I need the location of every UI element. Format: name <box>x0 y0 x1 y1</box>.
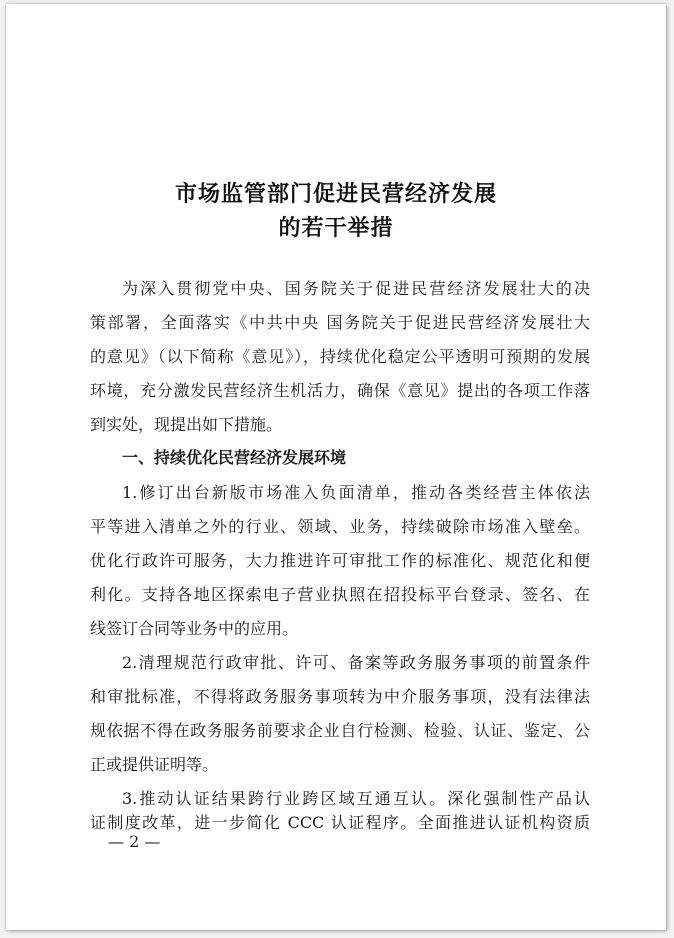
item-1-line: 平等进入清单之外的行业、领域、业务，持续破除市场准入壁垒。 <box>90 517 590 536</box>
item-2-line: 规依据不得在政务服务前要求企业自行检测、检验、认证、鉴定、公 <box>90 721 590 740</box>
intro-line: 到实处，现提出如下措施。 <box>90 415 283 434</box>
item-2-line: 和审批标准，不得将政务服务事项转为中介服务事项，没有法律法 <box>90 687 590 706</box>
item-1-line: 利化。支持各地区探索电子营业执照在招投标平台登录、签名、在 <box>90 585 590 604</box>
item-3-line: 3.推动认证结果跨行业跨区域互通互认。深化强制性产品认 <box>122 789 590 808</box>
intro-line: 策部署，全面落实《中共中央 国务院关于促进民营经济发展壮大 <box>90 313 590 332</box>
intro-line: 环境，充分激发民营经济生机活力，确保《意见》提出的各项工作落 <box>90 381 590 400</box>
page-number: — 2 — <box>108 832 161 851</box>
document-title-line-2: 的若干举措 <box>278 216 394 241</box>
intro-line: 为深入贯彻党中央、国务院关于促进民营经济发展壮大的决 <box>122 279 590 298</box>
intro-line: 的意见》（以下简称《意见》），持续优化稳定公平透明可预期的发展 <box>90 347 590 366</box>
item-2-line: 正或提供证明等。 <box>90 755 219 774</box>
section-heading: 一、持续优化民营经济发展环境 <box>122 448 347 467</box>
document-page <box>6 4 666 930</box>
item-1-line: 1.修订出台新版市场准入负面清单，推动各类经营主体依法 <box>122 483 590 502</box>
item-1-line: 线签订合同等业务中的应用。 <box>90 619 299 638</box>
item-3-line: 证制度改革，进一步简化 CCC 认证程序。全面推进认证机构资质 <box>90 813 590 832</box>
document-title-line-1: 市场监管部门促进民营经济发展 <box>174 182 497 207</box>
item-2-line: 2.清理规范行政审批、许可、备案等政务服务事项的前置条件 <box>122 653 590 672</box>
item-1-line: 优化行政许可服务，大力推进许可审批工作的标准化、规范化和便 <box>90 551 590 570</box>
